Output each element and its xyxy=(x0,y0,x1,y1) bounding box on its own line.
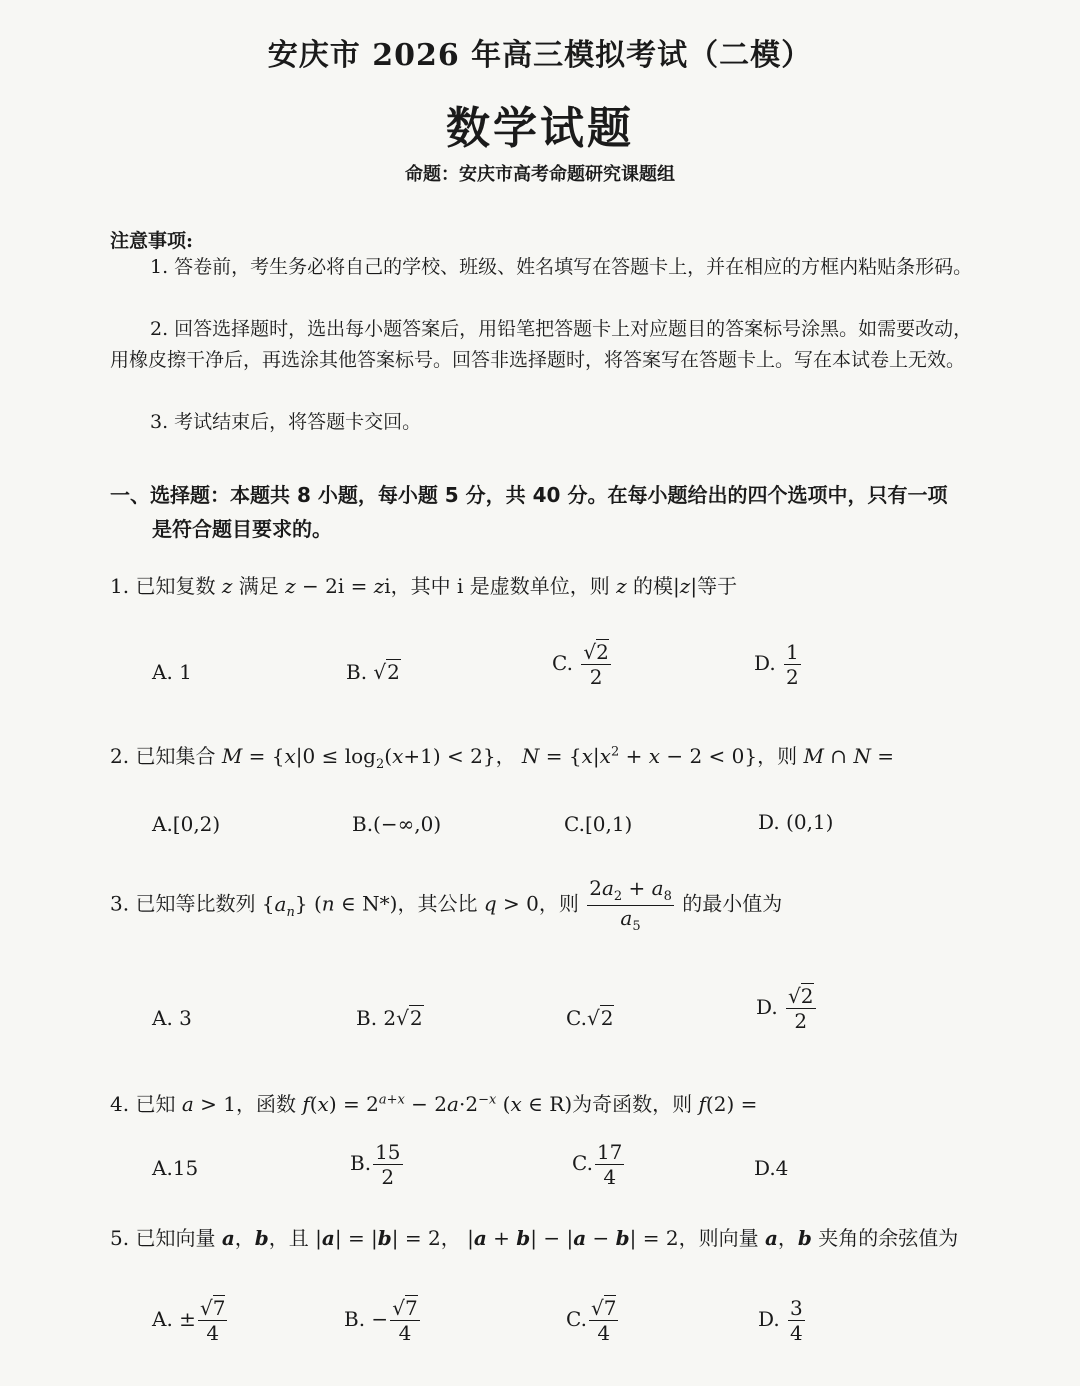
q1-option-d: D. $\frac{1}{2}$ xyxy=(754,640,799,689)
q4-option-a: A.15 xyxy=(152,1156,199,1180)
exam-title: 安庆市 2026 年高三模拟考试（二模） xyxy=(267,38,813,73)
q4-option-d: D.4 xyxy=(754,1156,789,1180)
notice-heading: 注意事项: xyxy=(110,230,194,252)
q1-option-a: A. 1 xyxy=(152,660,192,684)
q5-option-a: A. ± $\frac{√7}{4}$ xyxy=(152,1296,226,1345)
notice-item-3: 3. 考试结束后，将答题卡交回。 xyxy=(150,411,422,433)
question-3: 3. 已知等比数列 $\{a_n\}$ (n ∈ N*)，其公比 q > 0，则 $\frac{2a_2 + a_8}{a_5}$ 的最小值为 xyxy=(110,876,783,934)
q5-option-c: C. $\frac{√7}{4}$ xyxy=(566,1296,617,1345)
q4-option-c: C. $\frac{17}{4}$ xyxy=(572,1140,623,1189)
q3-option-c: C.√2 xyxy=(566,1006,614,1030)
subject-title: 数学试题 xyxy=(446,103,634,154)
question-5: 5. 已知向量 a，b，且 |a| = |b| = 2， |a + b| − |a − b| = 2，则向量 a，b 夹角的余弦值为 xyxy=(110,1226,959,1250)
q3-option-d: D. $\frac{√2}{2}$ xyxy=(756,984,814,1033)
q2-option-c: C.[0,1) xyxy=(564,812,633,836)
q5-option-b: B. − $\frac{√7}{4}$ xyxy=(344,1296,418,1345)
q2-option-d: D. (0,1) xyxy=(758,810,834,834)
author-line: 命题：安庆市高考命题研究课题组 xyxy=(405,164,675,185)
q1-option-c: C. $\frac{√2}{2}$ xyxy=(552,640,609,689)
q3-option-b: B. 2√2 xyxy=(356,1006,423,1030)
q2-option-b: B.(−∞,0) xyxy=(352,812,442,836)
q5-option-d: D. $\frac{3}{4}$ xyxy=(758,1296,803,1345)
notice-item-1: 1. 答卷前，考生务必将自己的学校、班级、姓名填写在答题卡上，并在相应的方框内粘贴条形码。 xyxy=(150,256,973,278)
q3-option-a: A. 3 xyxy=(152,1006,192,1030)
question-2: 2. 已知集合 $M = \{x|0 \le \log_2(x+1) < 2\}$， $N = \{x|x^2 + x - 2 < 0\}$，则 M ∩ N = xyxy=(110,744,895,772)
section-heading: 一、选择题：本题共 8 小题，每小题 5 分，共 40 分。在每小题给出的四个选项中，只有一项 是符合题目要求的。 xyxy=(110,483,948,541)
notice-item-2: 2. 回答选择题时，选出每小题答案后，用铅笔把答题卡上对应题目的答案标号涂黑。如需要改动，用橡皮擦干净后，再选涂其他答案标号。回答非选择题时，将答案写在答题卡上。写在本试卷上无效。 xyxy=(110,318,973,371)
q1-option-b: B. √2 xyxy=(346,660,400,684)
question-1: 1. 已知复数 z 满足 z − 2i = zi，其中 i 是虚数单位，则 z 的模|z|等于 xyxy=(110,574,738,598)
question-4: 4. 已知 a > 1，函数 $f(x) = 2^{a+x} - 2a\cdot 2^{-x}$ (x ∈ R)为奇函数，则 f(2) = xyxy=(110,1092,758,1116)
q4-option-b: B. $\frac{15}{2}$ xyxy=(350,1140,401,1189)
q2-option-a: A.[0,2) xyxy=(152,812,221,836)
